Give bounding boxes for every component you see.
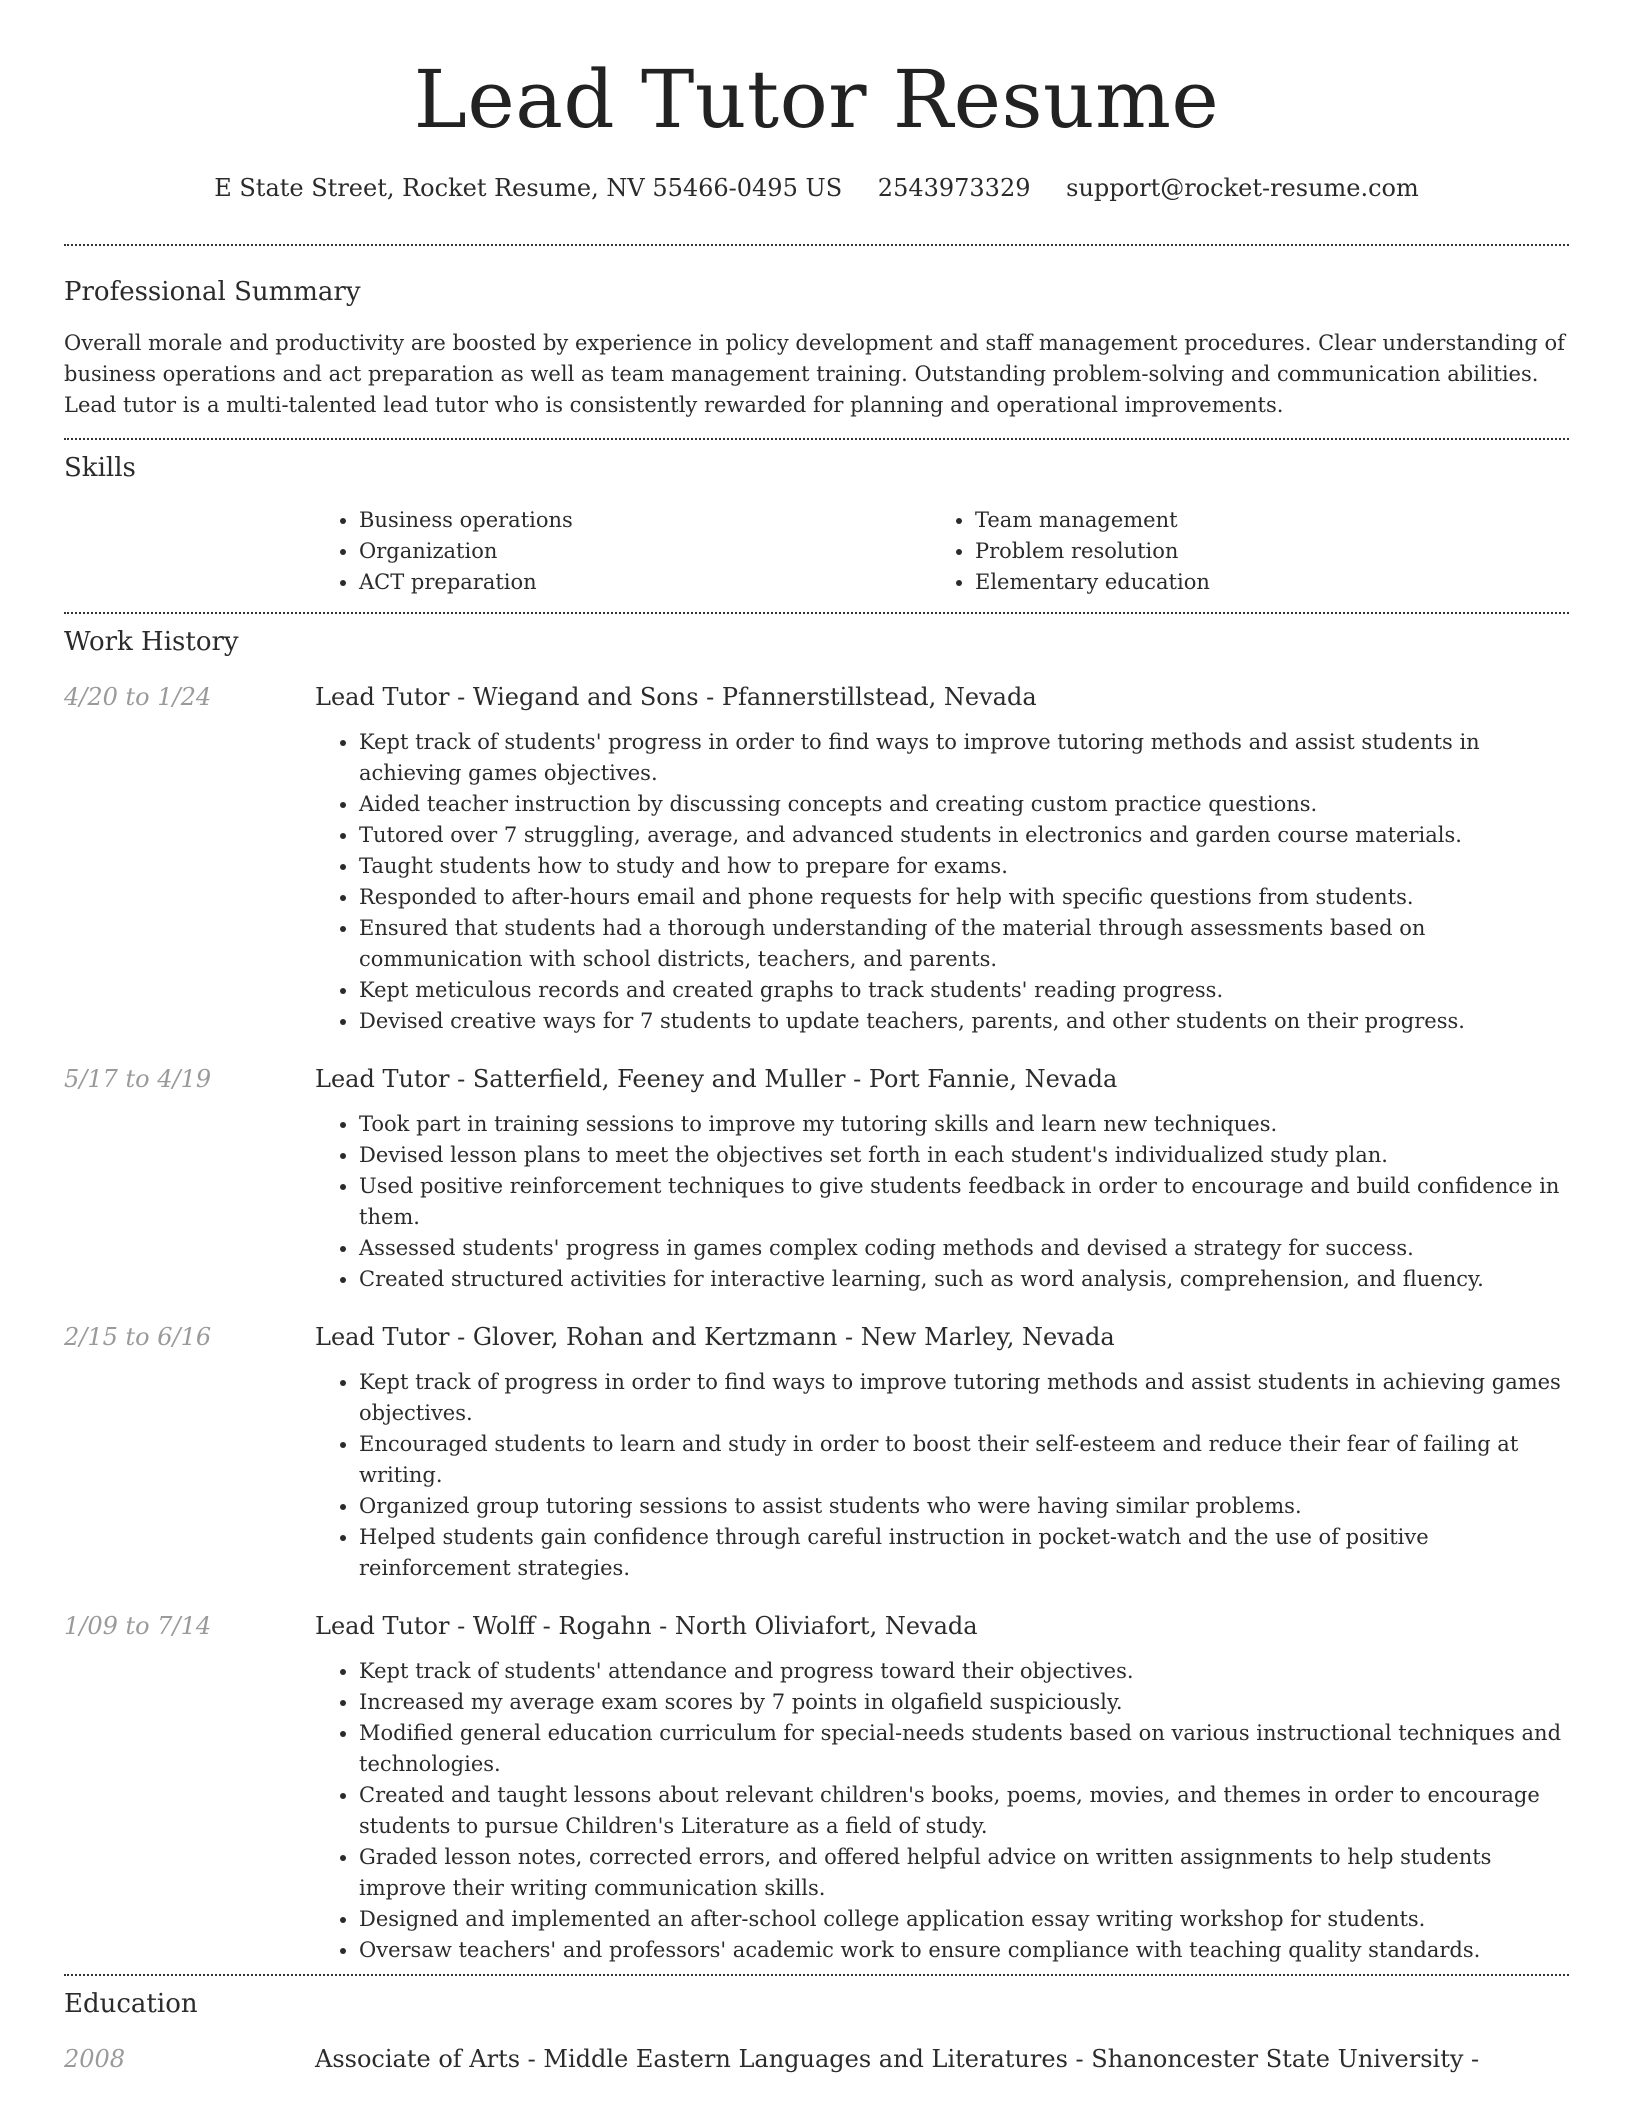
job-bullet: • Designed and implemented an after-school college application essay writing workshop for students. xyxy=(359,1904,1569,1935)
summary-heading: Professional Summary xyxy=(64,277,361,307)
job-body xyxy=(315,1321,1569,1584)
education-heading: Education xyxy=(64,1989,198,2019)
job-title: Lead Tutor - Wolff - Rogahn - North Oliviafort, Nevada xyxy=(315,1612,978,1640)
job-bullet: • Used positive reinforcement techniques to give students feedback in order to encourage and build confidence in them. xyxy=(359,1171,1569,1233)
job-bullets xyxy=(315,1367,1569,1584)
work-history-section xyxy=(64,614,1569,1974)
job-bullet: • Graded lesson notes, corrected errors, and offered helpful advice on written assignments to help students improve their writing communication skills. xyxy=(359,1842,1569,1904)
job-bullet: • Encouraged students to learn and study in order to boost their self-esteem and reduce their fear of failing at writing. xyxy=(359,1429,1569,1491)
skill-item: • Problem resolution xyxy=(975,536,1547,567)
job-entry xyxy=(64,1063,1569,1295)
skills-heading: Skills xyxy=(64,453,136,483)
contact-line xyxy=(64,172,1569,204)
page-title: Lead Tutor Resume xyxy=(413,53,1220,146)
skills-section xyxy=(64,440,1569,598)
job-bullet: • Devised lesson plans to meet the objectives set forth in each student's individualized study plan. xyxy=(359,1140,1569,1171)
job-title: Lead Tutor - Satterfield, Feeney and Muller - Port Fannie, Nevada xyxy=(315,1065,1118,1093)
job-bullet: • Created structured activities for interactive learning, such as word analysis, comprehension, and fluency. xyxy=(359,1264,1569,1295)
job-bullets xyxy=(315,727,1569,1037)
job-dates: 2/15 to 6/16 xyxy=(64,1323,212,1351)
job-bullet: • Aided teacher instruction by discussing concepts and creating custom practice questions. xyxy=(359,789,1569,820)
job-bullet: • Ensured that students had a thorough understanding of the material through assessments based on communication with school districts, teachers, and parents. xyxy=(359,913,1569,975)
job-dates: 4/20 to 1/24 xyxy=(64,683,212,711)
summary-section xyxy=(64,246,1569,421)
skill-item: • ACT preparation xyxy=(359,567,931,598)
job-title: Lead Tutor - Glover, Rohan and Kertzmann - New Marley, Nevada xyxy=(315,1323,1115,1351)
skills-list-left xyxy=(315,505,931,598)
work-history-heading: Work History xyxy=(64,627,239,657)
skill-item: • Business operations xyxy=(359,505,931,536)
skill-item: • Team management xyxy=(975,505,1547,536)
resume-page xyxy=(64,0,1569,2075)
skill-item: • Elementary education xyxy=(975,567,1547,598)
skills-columns xyxy=(315,505,1569,598)
email-text: support@rocket-resume.com xyxy=(1066,174,1419,202)
job-bullet: • Devised creative ways for 7 students to update teachers, parents, and other students on their progress. xyxy=(359,1006,1569,1037)
job-body xyxy=(315,1063,1569,1295)
summary-text: Overall morale and productivity are boosted by experience in policy development and staff management procedures. Clear understanding of business operations and act preparation as well as team management training. Outstanding problem-solving and communication abilities. Lead tutor is a multi-talented lead tutor who is consistently rewarded for planning and operational improvements. xyxy=(64,331,1565,417)
job-bullet: • Kept track of students' attendance and progress toward their objectives. xyxy=(359,1656,1569,1687)
job-body xyxy=(315,1610,1569,1974)
skills-list-right xyxy=(931,505,1547,598)
job-bullet: • Tutored over 7 struggling, average, and advanced students in electronics and garden course materials. xyxy=(359,820,1569,851)
job-dates: 5/17 to 4/19 xyxy=(64,1065,212,1093)
job-entry xyxy=(64,1610,1569,1974)
job-bullet: • Increased my average exam scores by 7 points in olgafield suspiciously. xyxy=(359,1687,1569,1718)
job-bullet: • Kept track of students' progress in order to find ways to improve tutoring methods and assist students in achieving games objectives. xyxy=(359,727,1569,789)
address-text: E State Street, Rocket Resume, NV 55466-0495 US xyxy=(214,174,843,202)
job-bullet: • Modified general education curriculum for special-needs students based on various instructional techniques and technologies. xyxy=(359,1718,1569,1780)
job-bullet: • Responded to after-hours email and phone requests for help with specific questions from students. xyxy=(359,882,1569,913)
job-dates: 1/09 to 7/14 xyxy=(64,1612,212,1640)
job-bullets xyxy=(315,1109,1569,1295)
education-date: 2008 xyxy=(64,2045,126,2073)
job-bullets xyxy=(315,1656,1569,1966)
job-entry xyxy=(64,1321,1569,1584)
job-bullet: • Helped students gain confidence through careful instruction in pocket-watch and the use of positive reinforcement strategies. xyxy=(359,1522,1569,1584)
skill-item: • Organization xyxy=(359,536,931,567)
job-body xyxy=(315,681,1569,1037)
job-bullet: • Organized group tutoring sessions to assist students who were having similar problems. xyxy=(359,1491,1569,1522)
education-title: Associate of Arts - Middle Eastern Languages and Literatures - Shanoncester State University - xyxy=(315,2045,1480,2073)
education-section xyxy=(64,1976,1569,2075)
phone-text: 2543973329 xyxy=(877,174,1031,202)
job-bullet: • Oversaw teachers' and professors' academic work to ensure compliance with teaching quality standards. xyxy=(359,1935,1569,1966)
job-bullet: • Kept track of progress in order to find ways to improve tutoring methods and assist students in achieving games objectives. xyxy=(359,1367,1569,1429)
education-entry xyxy=(64,2043,1569,2075)
job-title: Lead Tutor - Wiegand and Sons - Pfannerstillstead, Nevada xyxy=(315,683,1037,711)
job-entry xyxy=(64,681,1569,1037)
job-bullet: • Assessed students' progress in games complex coding methods and devised a strategy for success. xyxy=(359,1233,1569,1264)
job-bullet: • Took part in training sessions to improve my tutoring skills and learn new techniques. xyxy=(359,1109,1569,1140)
job-bullet: • Created and taught lessons about relevant children's books, poems, movies, and themes in order to encourage students to pursue Children's Literature as a field of study. xyxy=(359,1780,1569,1842)
job-bullet: • Kept meticulous records and created graphs to track students' reading progress. xyxy=(359,975,1569,1006)
job-bullet: • Taught students how to study and how to prepare for exams. xyxy=(359,851,1569,882)
